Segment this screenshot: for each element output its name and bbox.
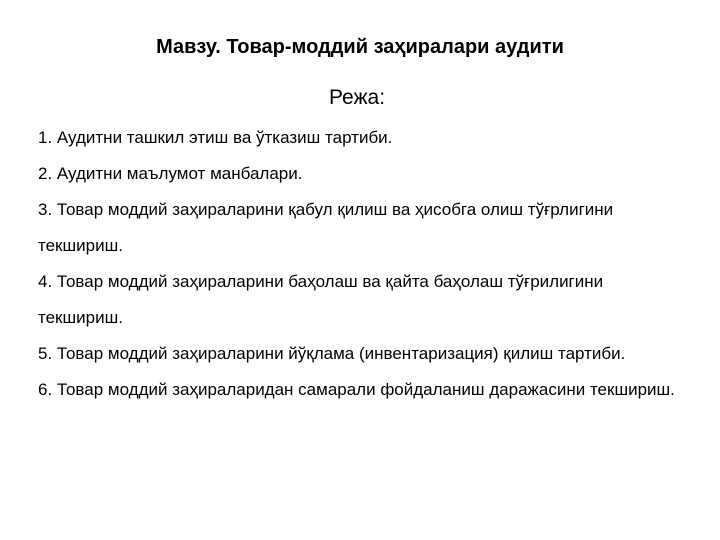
plan-item-3: 3. Товар моддий заҳираларини қабул қилиш ва ҳисобга олиш тўғрлигини текшириш. [38,200,614,255]
plan-item-2: 2. Аудитни маълумот манбалари. [38,164,303,183]
plan-heading: Режа: [328,86,386,109]
plan-item-4: 4. Товар моддий заҳираларини баҳолаш ва қайта баҳолаш тўғрилигини текшириш. [38,272,604,327]
slide-title: Мавзу. Товар-моддий заҳиралари аудити [156,36,564,58]
plan-item-1: 1. Аудитни ташкил этиш ва ўтказиш тартиби. [38,128,393,147]
plan-item-6: 6. Товар моддий заҳираларидан самарали фойдаланиш даражасини текшириш. [38,380,675,399]
plan-item-5: 5. Товар моддий заҳираларини йўқлама (инвентаризация) қилиш тартиби. [38,344,626,363]
plan-list [38,120,688,408]
